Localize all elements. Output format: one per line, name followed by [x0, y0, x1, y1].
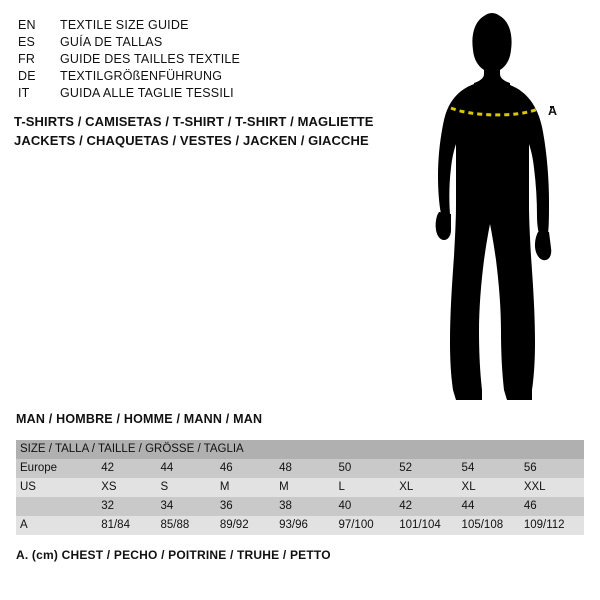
language-title: TEXTILE SIZE GUIDE: [60, 18, 189, 32]
language-row: [18, 86, 358, 103]
male-silhouette: [398, 8, 598, 408]
category-jackets: JACKETS / CHAQUETAS / VESTES / JACKEN / GIACCHE: [14, 133, 369, 148]
language-title: GUÍA DE TALLAS: [60, 35, 163, 49]
table-row: [16, 497, 584, 516]
language-code: FR: [18, 52, 36, 66]
language-code: EN: [18, 18, 36, 32]
row-label: [16, 497, 99, 516]
cell: 81/84: [99, 516, 158, 535]
table-row: [16, 459, 584, 478]
row-label: Europe: [16, 459, 99, 478]
cell: XL: [460, 478, 522, 497]
table-header-row: [16, 440, 584, 459]
cell: 36: [218, 497, 277, 516]
category-tshirts: T-SHIRTS / CAMISETAS / T-SHIRT / T-SHIRT / MAGLIETTE: [14, 114, 374, 129]
cell: 48: [277, 459, 336, 478]
cell: 44: [159, 459, 218, 478]
cell: 97/100: [336, 516, 397, 535]
cell: 42: [397, 497, 459, 516]
cell: L: [336, 478, 397, 497]
cell: 50: [336, 459, 397, 478]
language-list: [18, 18, 358, 103]
cell: 42: [99, 459, 158, 478]
cell: 52: [397, 459, 459, 478]
cell: 89/92: [218, 516, 277, 535]
footnote: A. (cm) CHEST / PECHO / POITRINE / TRUHE / PETTO: [16, 548, 331, 562]
language-code: DE: [18, 69, 36, 83]
cell: M: [218, 478, 277, 497]
cell: 105/108: [460, 516, 522, 535]
cell: 34: [159, 497, 218, 516]
language-row: [18, 69, 358, 86]
cell: 56: [522, 459, 584, 478]
measure-label-a: A: [548, 104, 558, 118]
cell: 38: [277, 497, 336, 516]
cell: 93/96: [277, 516, 336, 535]
category-headings: [14, 112, 414, 150]
language-code: IT: [18, 86, 30, 100]
language-code: ES: [18, 35, 36, 49]
table-row: [16, 478, 584, 497]
cell: XL: [397, 478, 459, 497]
language-title: GUIDE DES TAILLES TEXTILE: [60, 52, 241, 66]
cell: XXL: [522, 478, 584, 497]
cell: 54: [460, 459, 522, 478]
table-row: [16, 516, 584, 535]
language-row: [18, 18, 358, 35]
table-header-label: SIZE / TALLA / TAILLE / GRÖSSE / TAGLIA: [16, 440, 584, 459]
cell: 109/112: [522, 516, 584, 535]
row-label: US: [16, 478, 99, 497]
language-row: [18, 35, 358, 52]
language-title: TEXTILGRÖßENFÜHRUNG: [60, 69, 223, 83]
cell: 32: [99, 497, 158, 516]
cell: M: [277, 478, 336, 497]
cell: 101/104: [397, 516, 459, 535]
language-row: [18, 52, 358, 69]
cell: XS: [99, 478, 158, 497]
language-title: GUIDA ALLE TAGLIE TESSILI: [60, 86, 234, 100]
cell: S: [159, 478, 218, 497]
cell: 85/88: [159, 516, 218, 535]
row-label: A: [16, 516, 99, 535]
cell: 40: [336, 497, 397, 516]
table-title: MAN / HOMBRE / HOMME / MANN / MAN: [16, 412, 263, 426]
cell: 46: [522, 497, 584, 516]
cell: 44: [460, 497, 522, 516]
size-table: [16, 440, 584, 535]
cell: 46: [218, 459, 277, 478]
